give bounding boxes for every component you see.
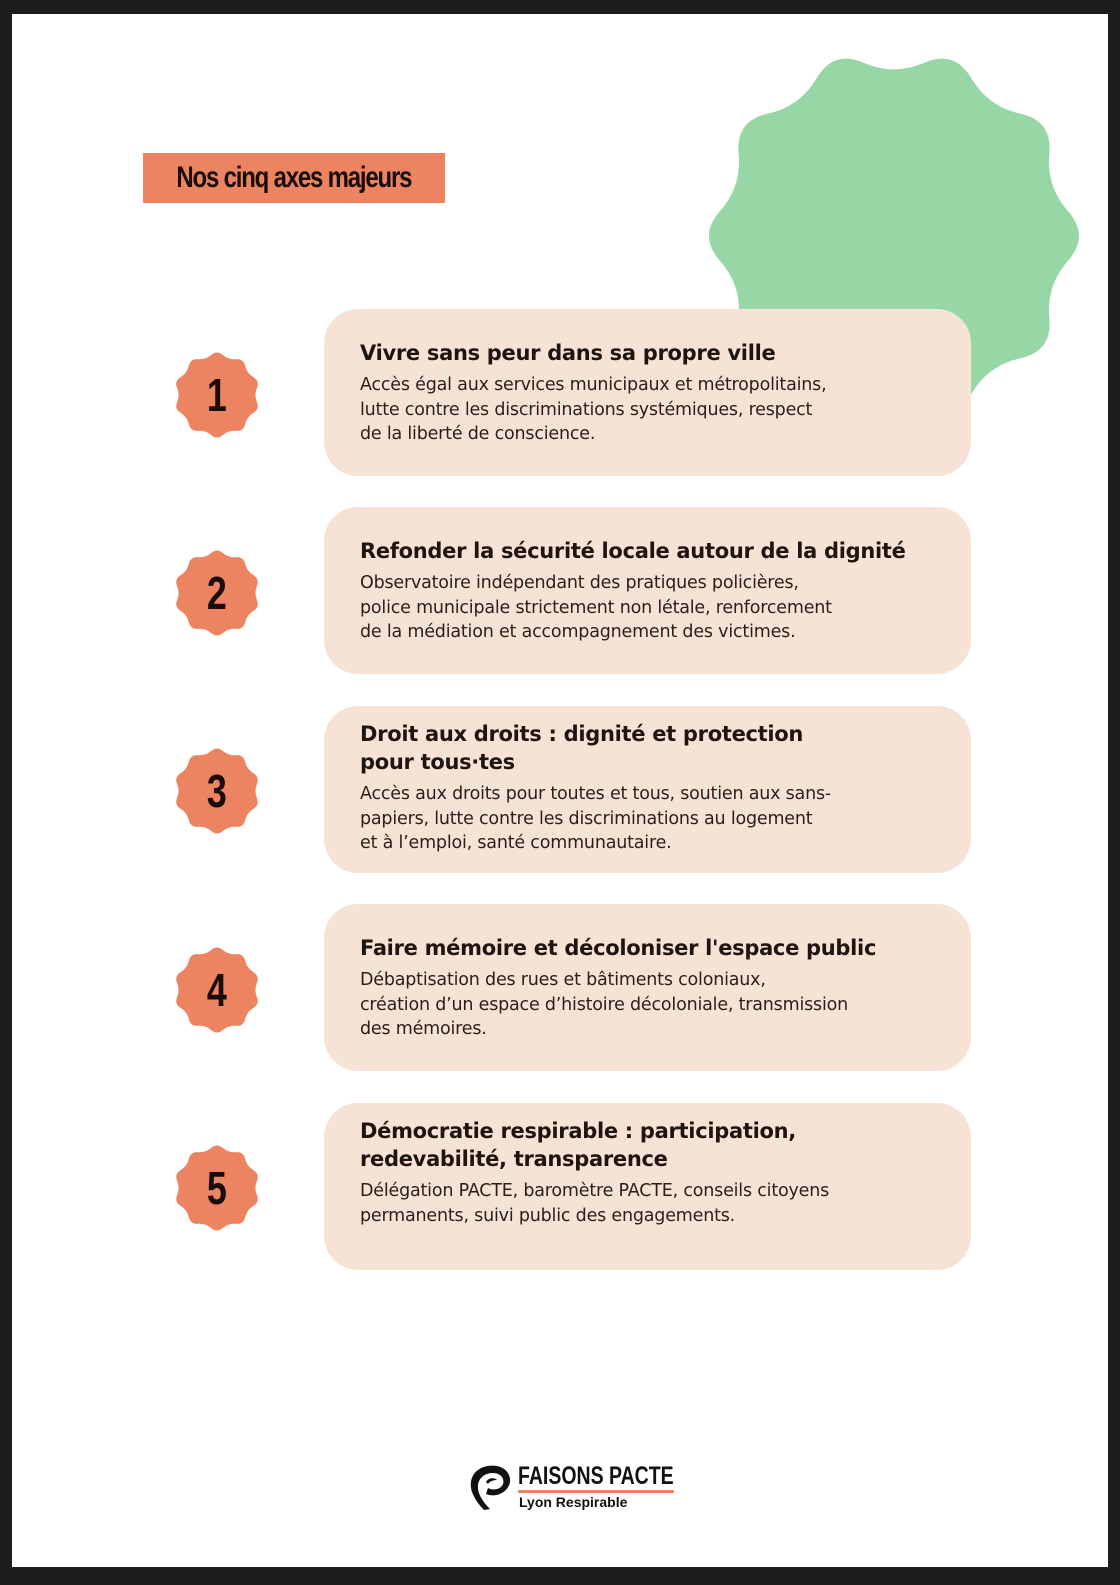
axis-3-number-badge bbox=[172, 746, 262, 836]
axis-5-number-badge bbox=[172, 1143, 262, 1233]
axis-number: 1 bbox=[207, 369, 227, 421]
section-title: Nos cinq axes majeurs bbox=[143, 153, 445, 203]
axis-4-number-badge bbox=[172, 945, 262, 1035]
axis-title: Vivre sans peur dans sa propre ville bbox=[360, 341, 776, 365]
axis-title: Faire mémoire et décoloniser l'espace public bbox=[360, 936, 877, 960]
logo-name: FAISONS PACTE bbox=[518, 1462, 674, 1493]
faisons-pacte-logo bbox=[466, 1458, 674, 1514]
axis-number: 4 bbox=[207, 964, 227, 1016]
axis-description: Accès égal aux services municipaux et métropolitains, lutte contre les discriminations systémiques, respect de la liberté de conscience. bbox=[360, 375, 827, 444]
axis-description: Délégation PACTE, baromètre PACTE, conseils citoyens permanents, suivi public des engagements. bbox=[360, 1181, 830, 1226]
axis-5-card bbox=[324, 1103, 971, 1270]
axis-description: Accès aux droits pour toutes et tous, soutien aux sans- papiers, lutte contre les discriminations au logement et à l’emploi, santé communautaire. bbox=[360, 784, 832, 853]
axis-3-card bbox=[324, 706, 971, 873]
axis-1-number-badge bbox=[172, 350, 262, 440]
axis-2-card bbox=[324, 507, 971, 674]
axis-description: Débaptisation des rues et bâtiments coloniaux, création d’un espace d’histoire décoloniale, transmission des mémoires. bbox=[360, 970, 848, 1039]
axis-title: Refonder la sécurité locale autour de la dignité bbox=[360, 539, 906, 563]
axis-number: 3 bbox=[207, 765, 227, 817]
axis-2-number-badge bbox=[172, 548, 262, 638]
axis-1-card bbox=[324, 309, 971, 476]
page bbox=[12, 14, 1108, 1567]
axis-title: Droit aux droits : dignité et protection pour tous·tes bbox=[360, 722, 804, 774]
axis-description: Observatoire indépendant des pratiques policières, police municipale strictement non létale, renforcement de la médiation et accompagnement des victimes. bbox=[360, 573, 832, 642]
logo-tagline: Lyon Respirable bbox=[519, 1494, 628, 1510]
p-swirl-logo-icon bbox=[466, 1462, 512, 1512]
axis-number: 2 bbox=[207, 567, 227, 619]
axis-title: Démocratie respirable : participation, redevabilité, transparence bbox=[360, 1119, 796, 1171]
axis-4-card bbox=[324, 904, 971, 1071]
axis-number: 5 bbox=[207, 1162, 227, 1214]
